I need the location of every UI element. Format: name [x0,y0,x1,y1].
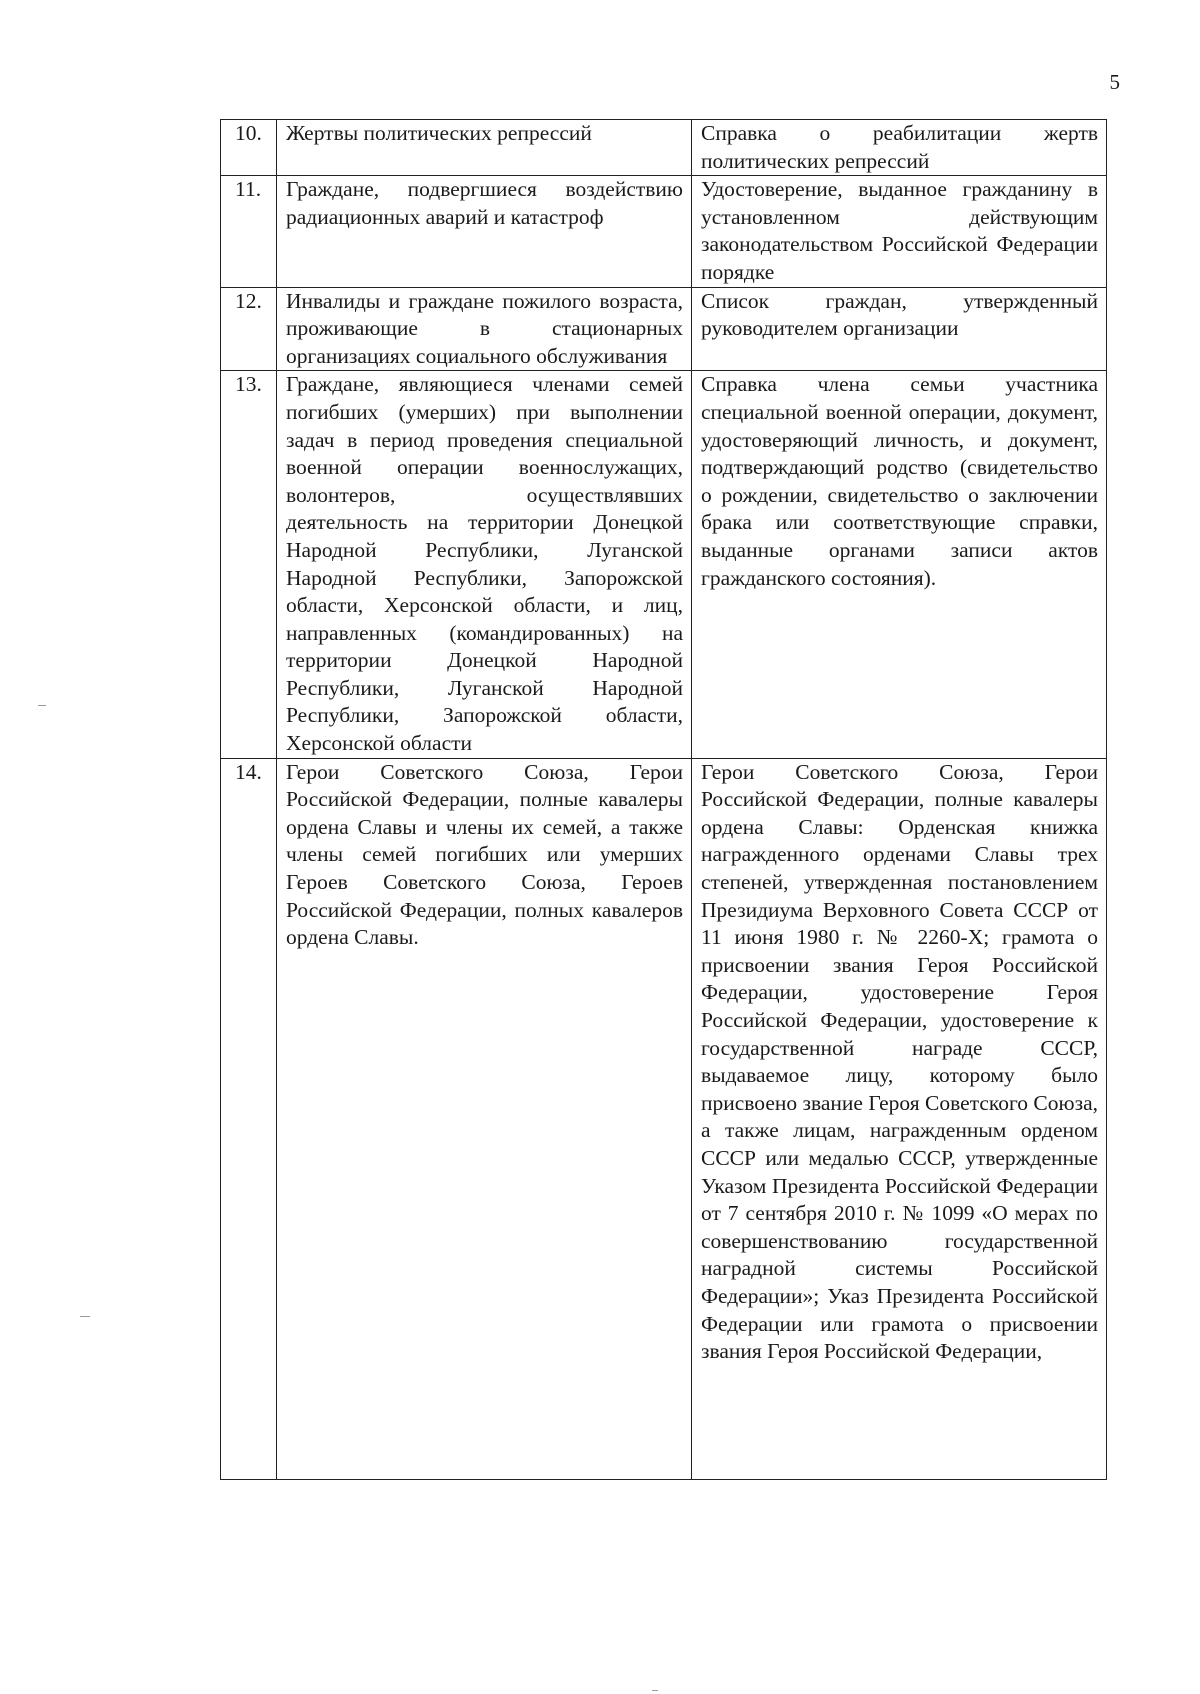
document-cell: Удостоверение, выданное гражданину в установленном действующим законодательством Российской Федерации порядке [692,176,1107,287]
category-cell: Граждане, являющиеся членами семей погибших (умерших) при выполнении задач в период проведения специальной военной операции военнослужащих, волонтеров, осуществлявших деятельность на территории Донецкой Народной Республики, Луганской Народной Республики, Запорожской области, Херсонской области, и лиц, направленных (командированных) на территории Донецкой Народной Республики, Луганской Народной Республики, Запорожской области, Херсонской области [277,371,692,758]
scan-mark [652,1690,658,1691]
table-row [221,287,1107,371]
document-cell: Герои Советского Союза, Герои Российской Федерации, полные кавалеры ордена Славы: Орденская книжка награжденного орденами Славы трех степеней, утвержденная постановлением Президиума Верховного Совета СССР от 11 июня 1980 г. № 2260-X; грамота о присвоении звания Героя Российской Федерации, удостоверение Героя Российской Федерации, удостоверение к государственной награде СССР, выдаваемое лицу, которому было присвоено звание Героя Советского Союза, а также лицам, награжденным орденом СССР или медалью СССР, утвержденные Указом Президента Российской Федерации от 7 сентября 2010 г. № 1099 «О мерах по совершенствованию государственной наградной системы Российской Федерации»; Указ Президента Российской Федерации или грамота о присвоении звания Героя Российской Федерации, [692,758,1107,1479]
row-number: 14. [221,758,277,1479]
page-number: 5 [1109,70,1120,94]
document-cell: Справка члена семьи участника специальной военной операции, документ, удостоверяющий личность, и документ, подтверждающий родство (свидетельство о рождении, свидетельство о заключении брака или соответствующие справки, выданные органами записи актов гражданского состояния). [692,371,1107,758]
scan-mark [80,1316,90,1317]
table-row [221,758,1107,1479]
table-row [221,371,1107,758]
document-cell: Справка о реабилитации жертв политических репрессий [692,120,1107,176]
category-cell: Инвалиды и граждане пожилого возраста, проживающие в стационарных организациях социального обслуживания [277,287,692,371]
table-row [221,176,1107,287]
row-number: 10. [221,120,277,176]
category-cell: Жертвы политических репрессий [277,120,692,176]
benefits-table [220,119,1107,1480]
scan-mark [38,705,46,706]
row-number: 12. [221,287,277,371]
table-row [221,120,1107,176]
category-cell: Граждане, подвергшиеся воздействию радиационных аварий и катастроф [277,176,692,287]
document-cell: Список граждан, утвержденный руководителем организации [692,287,1107,371]
row-number: 11. [221,176,277,287]
category-cell: Герои Советского Союза, Герои Российской Федерации, полные кавалеры ордена Славы и члены их семей, а также члены семей погибших или умерших Героев Советского Союза, Героев Российской Федерации, полных кавалеров ордена Славы. [277,758,692,1479]
row-number: 13. [221,371,277,758]
